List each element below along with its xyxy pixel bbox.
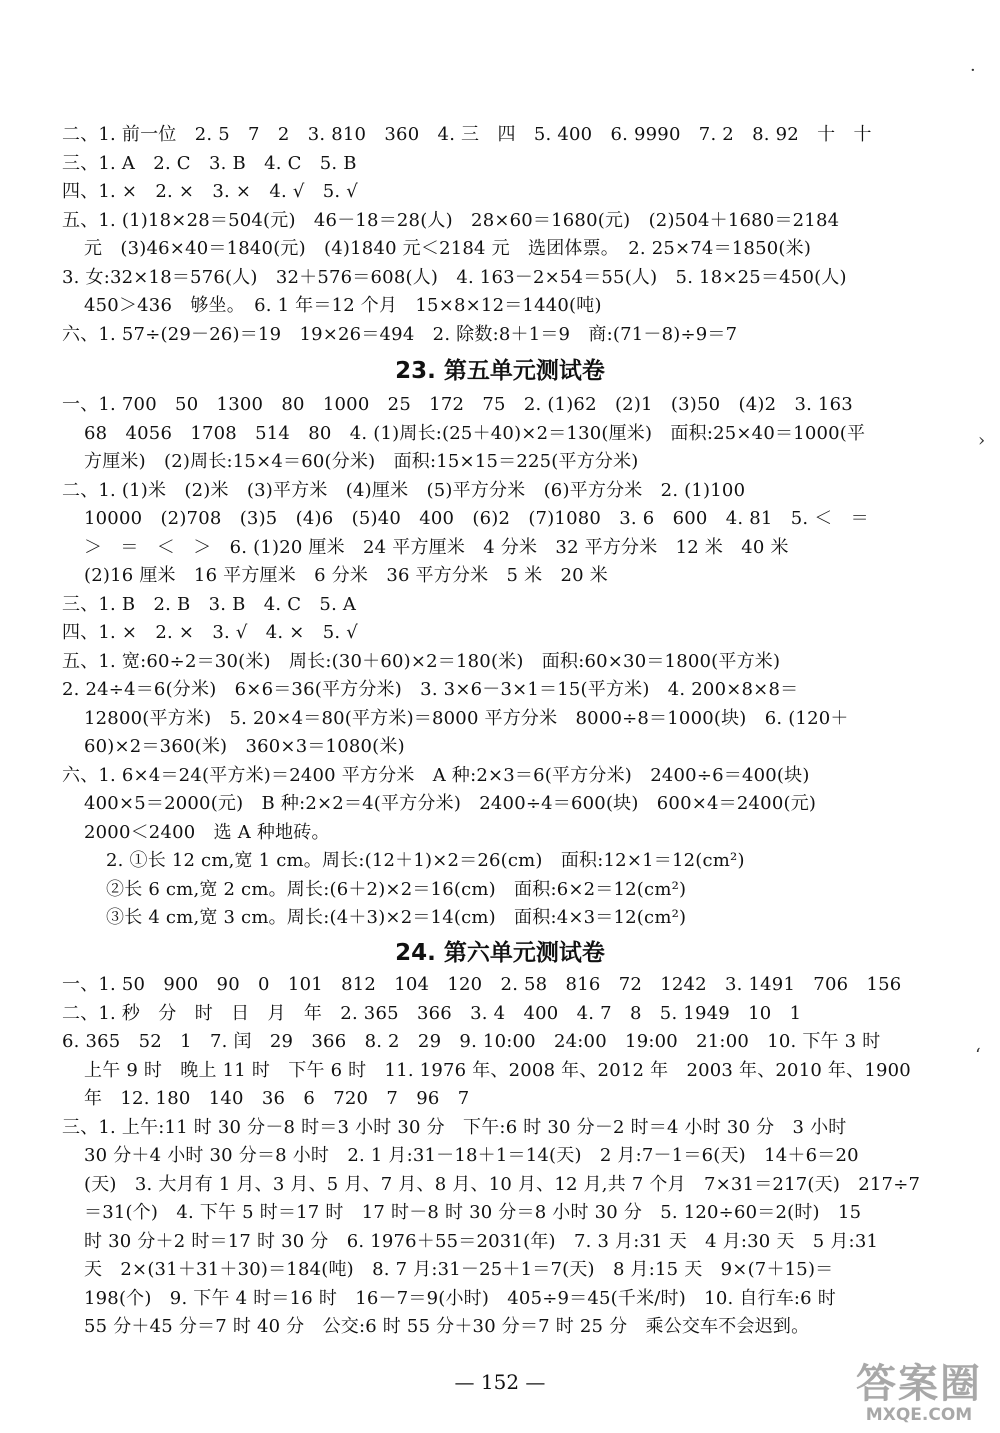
answer-line: 方厘米) (2)周长:15×4＝60(分米) 面积:15×15＝225(平方分米): [84, 451, 639, 472]
answer-line: 年 12. 180 140 36 6 720 7 96 7: [84, 1088, 470, 1109]
answer-line: 一、1. 50 900 90 0 101 812 104 120 2. 58 816 72 1242 3. 1491 706 156: [62, 974, 902, 995]
answer-line: 四、1. × 2. × 3. √ 4. × 5. √: [62, 622, 358, 643]
watermark-url: MXQE.COM: [865, 1405, 973, 1425]
answer-line: 元 (3)46×40＝1840(元) (4)1840 元＜2184 元 选团体票。 2. 25×74＝1850(米): [84, 238, 812, 259]
answer-line: 上午 9 时 晚上 11 时 下午 6 时 11. 1976 年、2008 年、2012 年 2003 年、2010 年、1900: [84, 1060, 911, 1081]
answer-line: 三、1. A 2. C 3. B 4. C 5. B: [62, 153, 357, 174]
answer-line: 68 4056 1708 514 80 4. (1)周长:(25＋40)×2＝130(厘米) 面积:25×40＝1000(平: [84, 423, 866, 444]
answer-line: 450＞436 够坐。 6. 1 年＝12 个月 15×8×12＝1440(吨): [84, 295, 602, 316]
answer-line: 55 分＋45 分＝7 时 40 分 公交:6 时 55 分＋30 分＝7 时 25 分 乘公交车不会迟到。: [84, 1316, 810, 1337]
answer-line: 30 分＋4 小时 30 分＝8 小时 2. 1 月:31－18＋1＝14(天) 2 月:7－1＝6(天) 14＋6＝20: [84, 1145, 859, 1166]
answer-line: 二、1. 秒 分 时 日 月 年 2. 365 366 3. 4 400 4. 7 8 5. 1949 10 1: [62, 1003, 802, 1024]
answer-line: 三、1. 上午:11 时 30 分－8 时＝3 小时 30 分 下午:6 时 30 分－2 时＝4 小时 30 分 3 小时: [62, 1117, 847, 1138]
answer-line: 二、1. (1)米 (2)米 (3)平方米 (4)厘米 (5)平方分米 (6)平方分米 2. (1)100: [62, 480, 746, 501]
answer-line: 二、1. 前一位 2. 5 7 2 3. 810 360 4. 三 四 5. 400 6. 9990 7. 2 8. 92 十 十: [62, 124, 872, 145]
answer-line: 2000＜2400 选 A 种地砖。: [84, 822, 330, 843]
answer-line: 400×5＝2000(元) B 种:2×2＝4(平方分米) 2400÷4＝600(块) 600×4＝2400(元): [84, 793, 817, 814]
page-number: — 152 —: [454, 1370, 546, 1394]
answer-line: 五、1. (1)18×28＝504(元) 46－18＝28(人) 28×60＝1680(元) (2)504＋1680＝2184: [62, 210, 840, 231]
answer-line: 2. 24÷4＝6(分米) 6×6＝36(平方分米) 3. 3×6－3×1＝15(平方米) 4. 200×8×8＝: [62, 679, 799, 700]
scan-mark: ʻ: [975, 1045, 981, 1066]
answer-line: 60)×2＝360(米) 360×3＝1080(米): [84, 736, 405, 757]
answer-line: 六、1. 57÷(29－26)＝19 19×26＝494 2. 除数:8＋1＝9 商:(71－8)÷9＝7: [62, 324, 738, 345]
answer-line: ③长 4 cm,宽 3 cm。周长:(4＋3)×2＝14(cm) 面积:4×3＝12(cm²): [106, 907, 687, 928]
answer-line: 五、1. 宽:60÷2＝30(米) 周长:(30＋60)×2＝180(米) 面积:60×30＝1800(平方米): [62, 651, 781, 672]
section-heading-unit-6: 24. 第六单元测试卷: [395, 940, 605, 966]
answer-line: ＞ ＝ ＜ ＞ 6. (1)20 厘米 24 平方厘米 4 分米 32 平方分米 12 米 40 米: [84, 537, 789, 558]
section-heading-unit-5: 23. 第五单元测试卷: [395, 358, 605, 384]
answer-line: 六、1. 6×4＝24(平方米)＝2400 平方分米 A 种:2×3＝6(平方分米) 2400÷6＝400(块): [62, 765, 810, 786]
answer-line: 198(个) 9. 下午 4 时＝16 时 16－7＝9(小时) 405÷9＝45(千米/时) 10. 自行车:6 时: [84, 1288, 836, 1309]
answer-line: 三、1. B 2. B 3. B 4. C 5. A: [62, 594, 357, 615]
answer-line: ＝31(个) 4. 下午 5 时＝17 时 17 时－8 时 30 分＝8 小时 30 分 5. 120÷60＝2(时) 15: [84, 1202, 862, 1223]
answer-line: (天) 3. 大月有 1 月、3 月、5 月、7 月、8 月、10 月、12 月,共 7 个月 7×31＝217(天) 217÷7: [84, 1174, 921, 1195]
answer-line: 四、1. × 2. × 3. × 4. √ 5. √: [62, 181, 358, 202]
answer-line: 10000 (2)708 (3)5 (4)6 (5)40 400 (6)2 (7)1080 3. 6 600 4. 81 5. ＜ ＝: [84, 508, 869, 529]
answer-line: 天 2×(31＋31＋30)＝184(吨) 8. 7 月:31－25＋1＝7(天) 8 月:15 天 9×(7＋15)＝: [84, 1259, 834, 1280]
answer-line: 时 30 分＋2 时＝17 时 30 分 6. 1976＋55＝2031(年) 7. 3 月:31 天 4 月:30 天 5 月:31: [84, 1231, 879, 1252]
watermark-main: 答案圈: [856, 1361, 982, 1407]
answer-line: 6. 365 52 1 7. 闰 29 366 8. 2 29 9. 10:00 24:00 19:00 21:00 10. 下午 3 时: [62, 1031, 881, 1052]
scan-mark: ·: [970, 60, 976, 81]
answer-line: 一、1. 700 50 1300 80 1000 25 172 75 2. (1)62 (2)1 (3)50 (4)2 3. 163: [62, 394, 853, 415]
answer-line: 12800(平方米) 5. 20×4＝80(平方米)＝8000 平方分米 8000÷8＝1000(块) 6. (120＋: [84, 708, 849, 729]
watermark-logo: [856, 1362, 982, 1424]
answer-line: 3. 女:32×18＝576(人) 32＋576＝608(人) 4. 163－2×54＝55(人) 5. 18×25＝450(人): [62, 267, 847, 288]
scan-mark: ›: [978, 430, 986, 451]
answer-line: 2. ①长 12 cm,宽 1 cm。周长:(12＋1)×2＝26(cm) 面积:12×1＝12(cm²): [106, 850, 745, 871]
answer-line: ②长 6 cm,宽 2 cm。周长:(6＋2)×2＝16(cm) 面积:6×2＝12(cm²): [106, 879, 687, 900]
answer-line: (2)16 厘米 16 平方厘米 6 分米 36 平方分米 5 米 20 米: [84, 565, 608, 586]
